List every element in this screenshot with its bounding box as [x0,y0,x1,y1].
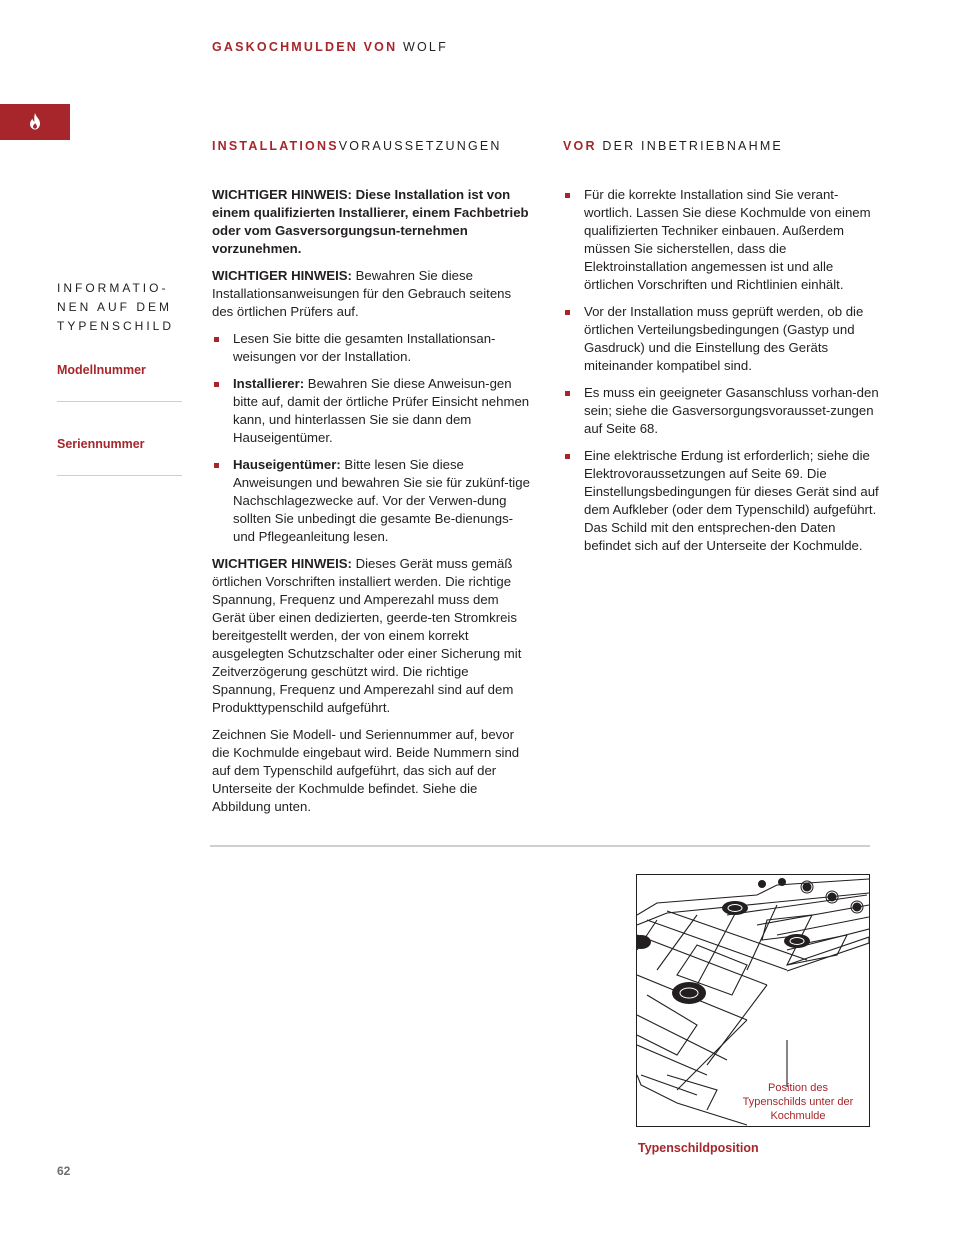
bullet-square-icon [565,193,570,198]
figure-caption: Typenschildposition [638,1141,759,1155]
installation-bullets [212,330,534,546]
right-heading-light: DER INBETRIEBNAHME [602,139,783,153]
right-column-heading [563,139,783,153]
serial-number-label: Seriennummer [57,437,145,451]
bullet-text: Eine elektrische Erdung ist erforderlich; siehe die Elektrovoraussetzungen auf Seite 69. Die Einstellungsbedingungen für dieses Gerät sind auf dem Aufkleber (oder dem Typenschild) aufgeführt. Das Schild mit den entsprechen-den Daten befindet sich auf der Unterseite der Kochmulde. [584,448,879,553]
important-note-3 [212,555,534,717]
important-note-2 [212,267,534,321]
nameplate-callout: Position des Typenschilds unter der Kochmulde [742,1082,854,1122]
bullet-text: Lesen Sie bitte die gesamten Installationsan-weisungen vor der Installation. [233,331,496,364]
bullet-label: Hauseigentümer: [233,457,341,472]
bullet-text: Bitte lesen Sie diese Anweisungen und bewahren Sie sie für zukünf-tige Nachschlagezwecke auf. Vor der Verwen-dung sollten Sie unbedingt die gesamte Be-dienungs- und Pflegeanleitung lesen. [233,457,530,544]
record-numbers-paragraph: Zeichnen Sie Modell- und Seriennummer auf, bevor die Kochmulde eingebaut wird. Beide Nummern sind auf dem Typenschild aufgeführt, das sich auf der Unterseite der Kochmulde befindet. Siehe die Abbildung unten. [212,727,520,814]
bullet-square-icon [214,337,219,342]
important-note-1: WICHTIGER HINWEIS: Diese Installation ist von einem qualifizierten Installierer, einem Fachbetrieb oder vom Gasversorgungsun-ternehmen vorzunehmen. [212,187,529,256]
bullet-square-icon [214,382,219,387]
model-number-label: Modellnummer [57,363,146,377]
right-column-body [563,186,885,564]
bullet-text: Es muss ein geeigneter Gasanschluss vorhan-den sein; siehe die Gasversorgungsvorausset-zungen auf Seite 68. [584,385,879,436]
list-item [563,447,885,555]
bullet-square-icon [565,310,570,315]
section-tab [0,104,70,140]
left-column-heading [212,139,502,153]
note-label: WICHTIGER HINWEIS: [212,556,352,571]
running-header [212,40,448,54]
flame-icon [29,113,41,130]
bullet-label: Installierer: [233,376,305,391]
left-heading-bold: INSTALLATIONS [212,139,339,153]
list-item [212,375,534,447]
sidebar-title [57,279,174,336]
sidebar-title-line: INFORMATIO- [57,281,169,295]
left-heading-light: VORAUSSETZUNGEN [338,139,502,153]
list-item [212,456,534,546]
bullet-text: Für die korrekte Installation sind Sie verant-wortlich. Lassen Sie diese Kochmulde von einem qualifizierten Techniker einbauen. Außerdem müssen Sie sicherstellen, dass die Elektroinstallation angemessen ist und alle örtlichen Vorschriften und Richtlinien einhält. [584,187,871,292]
note-label: WICHTIGER HINWEIS: [212,268,352,283]
list-item [212,330,534,366]
bullet-square-icon [565,454,570,459]
serial-number-line [57,475,182,476]
note-text: Dieses Gerät muss gemäß örtlichen Vorschriften installiert werden. Die richtige Spannung, Frequenz und Amperezahl muss dem Gerät über einen dedizierten, geerde-ten Stromkreis bereitgestellt werden, der von einem korrekt ausgelegten Schutzschalter oder einer Sicherung mit Zeitverzögerung geschützt wird. Die richtige Spannung, Frequenz und Amperezahl sind auf dem Produkttypenschild aufgeführt. [212,556,522,715]
list-item [563,384,885,438]
page-number: 62 [57,1164,71,1178]
sidebar-title-line: TYPENSCHILD [57,319,175,333]
bullet-square-icon [214,463,219,468]
section-divider [210,845,870,847]
model-number-line [57,401,182,402]
bullet-square-icon [565,391,570,396]
sidebar-title-line: NEN AUF DEM [57,300,173,314]
commissioning-bullets [563,186,885,555]
left-column-body [212,186,534,825]
bullet-text: Bewahren Sie diese Anweisun-gen bitte auf, damit der örtliche Prüfer Einsicht nehmen kann, und hinterlassen Sie sie dann dem Hauseigentümer. [233,376,530,445]
list-item [563,303,885,375]
header-light: WOLF [403,40,448,54]
right-heading-bold: VOR [563,139,597,153]
note-text: Bewahren Sie diese Installationsanweisungen für den Gebrauch seitens des örtlichen Prüfers auf. [212,268,512,319]
list-item [563,186,885,294]
header-bold: GASKOCHMULDEN VON [212,40,398,54]
bullet-text: Vor der Installation muss geprüft werden, ob die örtlichen Verteilungsbedingungen (Gastyp und Gasdruck) und die Einstellung des Geräts miteinander kompatibel sind. [584,304,864,373]
